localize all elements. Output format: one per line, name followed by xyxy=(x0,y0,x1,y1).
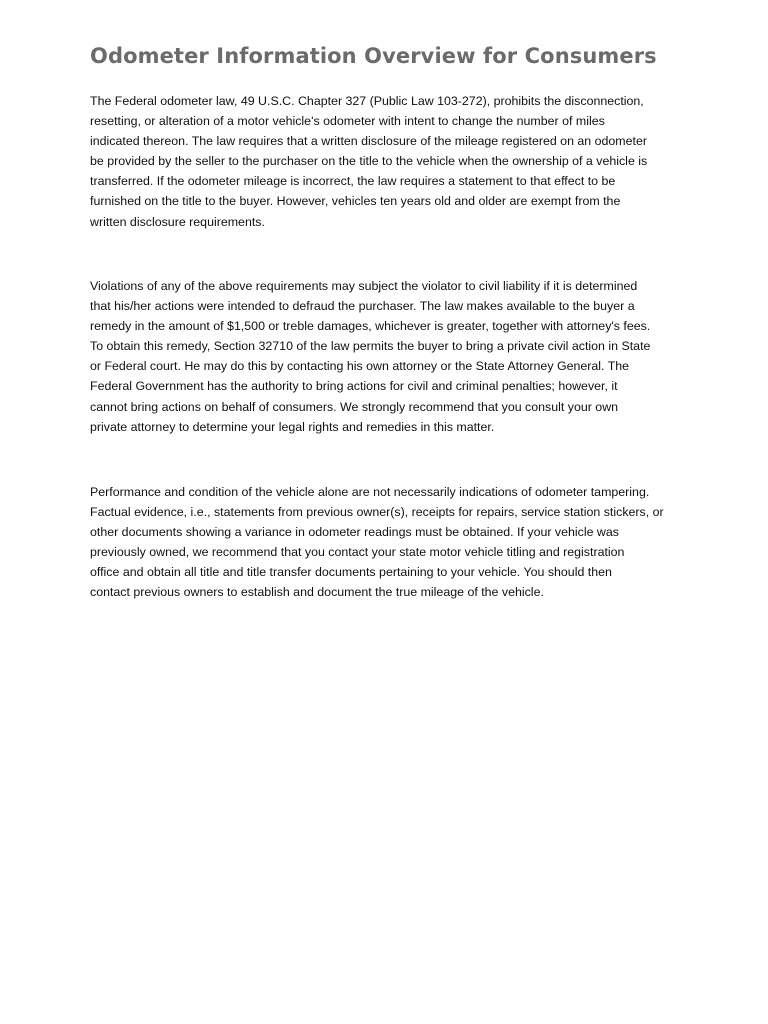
document-title: Odometer Information Overview for Consumers xyxy=(90,44,657,68)
paragraph-federal-odometer-law: The Federal odometer law, 49 U.S.C. Chapter 327 (Public Law 103-272), prohibits the disconnection, resetting, or alteration of a motor vehicle's odometer with intent to change the number of miles indicated thereon. The law requires that a written disclosure of the mileage registered on an odometer be provided by the seller to the purchaser on the title to the vehicle when the ownership of a vehicle is transferred. If the odometer mileage is incorrect, the law requires a statement to that effect to be furnished on the title to the buyer. However, vehicles ten years old and older are exempt from the written disclosure requirements. xyxy=(90,94,648,229)
paragraph-violations-liability: Violations of any of the above requirements may subject the violator to civil liability if it is determined that his/her actions were intended to defraud the purchaser. The law makes available to the buyer a remedy in the amount of $1,500 or treble damages, whichever is greater, together with attorney's fees. To obtain this remedy, Section 32710 of the law permits the buyer to bring a private civil action in State or Federal court. He may do this by contacting his own attorney or the State Attorney General. The Federal Government has the authority to bring actions for civil and criminal penalties; however, it cannot bring actions on behalf of consumers. We strongly recommend that you consult your own private attorney to determine your legal rights and remedies in this matter. xyxy=(90,279,651,434)
paragraph-evidence-of-tampering: Performance and condition of the vehicle alone are not necessarily indications of odometer tampering. Factual evidence, i.e., statements from previous owner(s), receipts for repairs, service station stickers, or other documents showing a variance in odometer readings must be obtained. If your vehicle was previously owned, we recommend that you contact your state motor vehicle titling and registration office and obtain all title and title transfer documents pertaining to your vehicle. You should then contact previous owners to establish and document the true mileage of the vehicle. xyxy=(90,485,664,600)
